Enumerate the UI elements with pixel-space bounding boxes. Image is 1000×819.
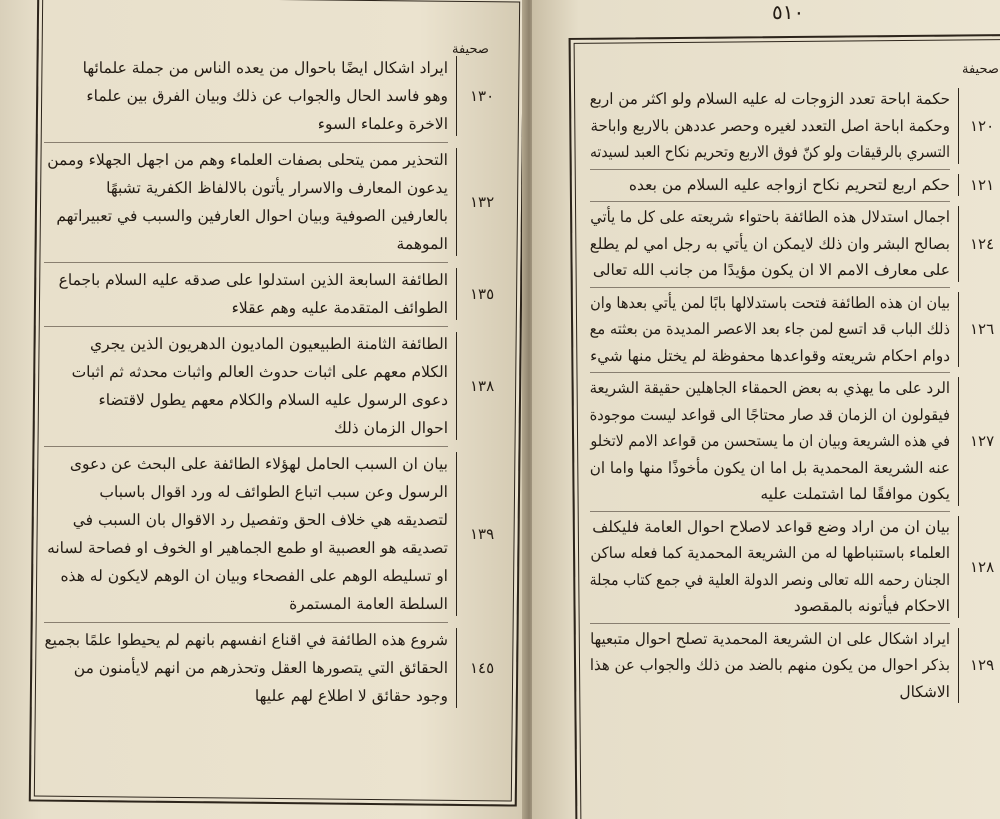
entry-line: الاحكام فيأتونه بالمقصود xyxy=(793,597,950,615)
entry-divider xyxy=(44,262,448,263)
entry-bracket xyxy=(450,452,457,616)
entry-divider xyxy=(590,201,950,202)
entry-bracket xyxy=(952,516,959,618)
toc-entry xyxy=(532,290,1000,370)
entry-bracket xyxy=(952,292,959,368)
entry-divider xyxy=(590,623,950,624)
entry-bracket xyxy=(952,174,959,197)
left-page-column-header: صحيفة xyxy=(452,42,489,57)
entry-line: بذكر احوال من يكون منهم بالضد من ذلك والجواب عن هذا xyxy=(589,656,950,674)
entry-line: دوام احكام شريعته وقواعدها محفوظة لم يختل منها شيء xyxy=(590,346,950,365)
toc-entry xyxy=(532,204,1000,284)
entry-line: الاشكال xyxy=(899,682,950,701)
entry-line: شروع هذه الطائفة في اقناع انفسهم بانهم لم يحيطوا علمًا بجميع xyxy=(44,631,448,649)
entry-line: التسري بالرقيقات ولو كنّ فوق الاربع وتحريم نكاح العبد لسيدته xyxy=(589,143,950,161)
entry-line: ايراد اشكال ايضًا باحوال من يعده الناس من جملة علمائها xyxy=(82,59,448,77)
entry-line: لتصديقه هي خلاف الحق وتفصيل رد الاقوال بان السبب في xyxy=(72,511,448,529)
entry-line: ذلك الباب قد اتسع لمن جاء بعد الاعصر المديدة من بعثته مع xyxy=(589,320,950,338)
right-page-column-header: صحيفة xyxy=(962,62,999,77)
entry-line: الجنان رحمه الله تعالى ونصر الدولة العلية في جمع كتاب مجلة xyxy=(589,570,950,589)
entry-page-number: ١٢٨ xyxy=(970,557,995,576)
entry-line: في هذه الشريعة وبيان ان ما يستحسن من قواعد الامم لاتخلو xyxy=(590,432,950,450)
entry-bracket xyxy=(450,268,457,320)
entry-line: بصالح البشر وان ذلك لايمكن ان يأتي به رجل امي لم يطلع xyxy=(589,234,950,253)
entry-line: وجود حقائق لا اطلاع لهم عليها xyxy=(254,687,448,705)
toc-entry xyxy=(532,172,1000,199)
entry-page-number: ١٤٥ xyxy=(470,659,495,677)
entry-bracket xyxy=(450,332,457,440)
entry-line: الموهمة xyxy=(396,235,448,253)
entry-bracket xyxy=(952,88,959,164)
toc-entry xyxy=(0,626,525,710)
entry-line: وحكمة اباحة اصل التعدد لغيره وحصر عددهن بالاربع واباحة xyxy=(590,116,950,135)
toc-entry xyxy=(0,146,525,258)
entry-line: وهو فاسد الحال والجواب عن ذلك وبيان الفرق بين علماء xyxy=(86,87,448,105)
entry-line: يكون موافقًا لما اشتملت عليه xyxy=(760,485,950,503)
entry-line: دعوى الرسول عليه السلام والكلام معهم يطول لاقتضاء xyxy=(98,391,448,409)
toc-entry xyxy=(532,626,1000,706)
entry-line: ايراد اشكال على ان الشريعة المحمدية تصلح احوال متبعيها xyxy=(590,629,950,648)
entry-bracket xyxy=(450,628,457,708)
entry-divider xyxy=(590,287,950,288)
entry-line: بالعارفين الصوفية وبيان احوال العارفين والسبب في تعبيراتهم xyxy=(56,207,448,225)
entry-bracket xyxy=(450,148,457,256)
entry-line: الحقائق التي يتصورها العقل وتحذرهم من انهم لايأمنون من xyxy=(73,659,448,677)
toc-entry xyxy=(0,54,525,138)
toc-entry xyxy=(0,450,525,618)
entry-bracket xyxy=(952,377,959,506)
entry-page-number: ١٢١ xyxy=(970,175,995,194)
entry-page-number: ١٢٩ xyxy=(970,656,995,675)
page-number: ٥١٠ xyxy=(772,0,805,24)
entry-divider xyxy=(44,142,448,143)
entry-bracket xyxy=(450,56,457,136)
entry-divider xyxy=(44,326,448,327)
toc-entry xyxy=(0,330,525,442)
entry-line: يدعون المعارف والاسرار يأتون بالالفاظ الكفرية تشبهًا xyxy=(106,179,448,197)
entry-line: العلماء باستنباطها له من الشريعة المحمدية كما فعله ساكن xyxy=(590,544,950,562)
entry-line: اجمال استدلال هذه الطائفة باحتواء شريعته على كل ما يأتي xyxy=(590,208,950,226)
entry-bracket xyxy=(952,628,959,704)
entry-line: على معارف الامم الا ان يكون مؤيدًا من جانب الله تعالى xyxy=(592,261,950,279)
entry-line: حكم اربع لتحريم نكاح ازواجه عليه السلام من بعده xyxy=(628,175,950,194)
entry-page-number: ١٢٦ xyxy=(970,320,995,339)
entry-line: الطوائف المتقدمة عليه وهم عقلاء xyxy=(231,299,448,317)
entry-line: عنه الشريعة المحمدية بل اما ان يكون مأخوذًا منها واما ان xyxy=(589,458,950,477)
entry-line: الكلام معهم على اثبات حدوث العالم واثبات محدثه ثم اثبات xyxy=(71,363,448,381)
entry-page-number: ١٣٥ xyxy=(470,285,495,303)
entry-line: الرسول وعن سبب اتباع الطوائف له ورد اقوال باسباب xyxy=(99,483,448,501)
entry-divider xyxy=(590,169,950,170)
entry-line: او تسليطه الوهم على الفصحاء وبيان ان الوهم لايكون له هذه xyxy=(60,567,448,585)
toc-entry xyxy=(532,514,1000,620)
entry-page-number: ١٣٨ xyxy=(470,377,495,395)
entry-line: فيقولون ان الزمان قد صار محتاجًا الى قواعد ليست موجودة xyxy=(589,405,950,424)
toc-entry xyxy=(0,266,525,322)
toc-entry xyxy=(532,375,1000,508)
entry-page-number: ١٢٤ xyxy=(970,234,995,253)
entry-divider xyxy=(590,372,950,373)
right-page xyxy=(532,0,1000,819)
entry-line: السلطة العامة المستمرة xyxy=(289,595,448,613)
entry-bracket xyxy=(952,206,959,282)
entry-line: بيان ان السبب الحامل لهؤلاء الطائفة على البحث عن دعوى xyxy=(69,455,448,473)
entry-line: الطائفة الثامنة الطبيعيون الماديون الدهريون الذين يجري xyxy=(89,335,448,353)
entry-line: الطائفة السابعة الذين استدلوا على صدقه عليه السلام باجماع xyxy=(58,271,448,289)
entry-line: الرد على ما يهذي به بعض الحمقاء الجاهلين حقيقة الشريعة xyxy=(589,379,950,397)
entry-line: الاخرة وعلماء السوء xyxy=(317,115,448,133)
entry-line: التحذير ممن يتحلى بصفات العلماء وهم من اجهل الجهلاء وممن xyxy=(47,151,448,169)
entry-page-number: ١٣٠ xyxy=(470,87,495,105)
entry-line: بيان ان من اراد وضع قواعد لاصلاح احوال العامة فليكلف xyxy=(592,517,950,536)
entry-line: بيان ان هذه الطائفة فتحت باستدلالها بابًا لمن يأتي بعدها وان xyxy=(590,293,950,312)
entry-line: حكمة اباحة تعدد الزوجات له عليه السلام ولو اكثر من اربع xyxy=(589,90,950,108)
entry-line: تصديقه هو العصبية او طمع الجماهير او الخوف او فصاحة لسانه xyxy=(47,539,448,557)
entry-page-number: ١٢٠ xyxy=(970,116,995,135)
entry-page-number: ١٣٩ xyxy=(470,525,495,543)
toc-entry xyxy=(532,86,1000,166)
entry-page-number: ١٢٧ xyxy=(970,432,995,451)
entry-divider xyxy=(44,446,448,447)
entry-line: احوال الزمان ذلك xyxy=(334,419,448,437)
entry-divider xyxy=(590,511,950,512)
entry-page-number: ١٣٢ xyxy=(470,193,495,211)
entry-divider xyxy=(44,622,448,623)
